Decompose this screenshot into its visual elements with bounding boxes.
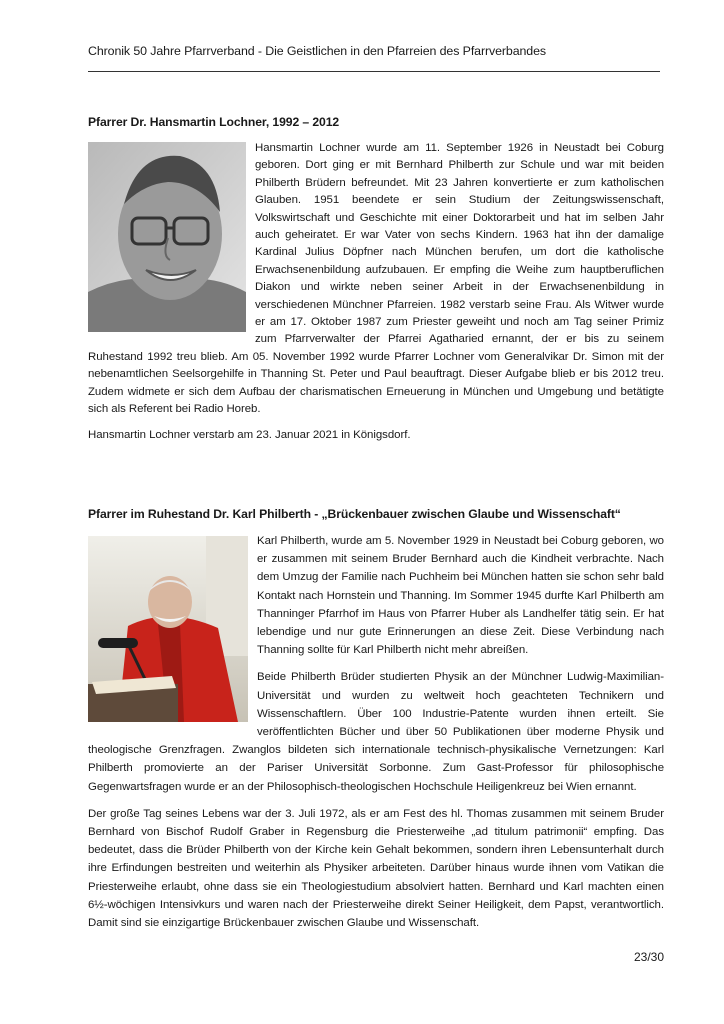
portrait-photo: [88, 536, 248, 722]
section-lochner: [88, 115, 664, 452]
paragraph: Hansmartin Lochner verstarb am 23. Januar 2021 in Königsdorf.: [88, 428, 411, 441]
portrait-philberth-image: [88, 536, 248, 722]
header-rule: [88, 71, 660, 72]
paragraph: Karl Philberth, wurde am 5. November 1929 in Neustadt bei Coburg geboren, wo er zusammen mit seinem Bruder Bernhard auch die Kindheit verbrachte. Nach dem Umzug der Familie nach Puchheim bei München hatten sie schon sehr bald Kontakt nach Hornstein und Thanning. Im Sommer 1945 durfte Karl Philberth am Thanninger Pfarrhof im Haus von Pfarrer Huber als Landhelfer tätig sein. Er hat lebendige und nur gute Erinnerungen an diese Zeit. Diese Verbindung nach Thanning sollte für Karl Philberth nicht mehr abreißen.: [257, 535, 664, 657]
paragraph: Der große Tag seines Lebens war der 3. Juli 1972, als er am Fest des hl. Thomas zusammen mit seinem Bruder Bernhard von Bischof Rudolf Graber in Regensburg die Priesterweihe „ad titulum patrimonii“ empfing. Das bedeutet, dass die Brüder Philberth von der Kirche kein Gehalt bekommen, sondern ihren Lebensunterhalt durch ihre Erfindungen bestreiten und weiterhin als Physiker arbeiteten. Darüber hinaus wurde ihnen vom Vatikan die Priesterweihe erlaubt, ohne dass sie ein Theologiestudium absolviert hatten. Bernhard und Karl machten einen 6½-wöchigen Intensivkurs und waren nach der Priesterweihe direkt Seiner Heiligkeit, dem Papst, verantwortlich. Damit sind sie einzigartige Brückenbauer zwischen Glaube und Wissenschaft.: [88, 807, 664, 930]
portrait-lochner-image: [88, 142, 246, 332]
section-heading: Pfarrer Dr. Hansmartin Lochner, 1992 – 2012: [88, 115, 340, 129]
page-header: Chronik 50 Jahre Pfarrverband - Die Geistlichen in den Pfarreien des Pfarrverbandes: [88, 44, 546, 58]
section-heading: Pfarrer im Ruhestand Dr. Karl Philberth - „Brückenbauer zwischen Glaube und Wissenschaft“: [88, 507, 621, 521]
portrait-photo: [88, 142, 246, 332]
section-philberth: [88, 507, 664, 941]
page-number: 23/30: [633, 950, 664, 964]
paragraph: Hansmartin Lochner wurde am 11. September 1926 in Neustadt bei Coburg geboren. Dort ging er mit Bernhard Philberth zur Schule und war mit beiden Philberth Brüdern befreundet. Mit 23 Jahren konvertierte er zum katholischen Glauben. 1951 beendete er sein Studium der Zeitungswissenschaft, Volkswirtschaft und Geschichte mit einer Doktorarbeit und hat im selben Jahr auch geheiratet. Er war Vater von sechs Kindern. 1963 hat ihn der damalige Kardinal Julius Döpfner nach München berufen, um dort die katholische Erwachsenenbildung aufzubauen. Er empfing die Weihe zum hauptberuflichen Diakon und wirkte neben seiner Arbeit in der Erwachsenenbildung in verschiedenen Münchner Pfarreien. 1982 verstarb seine Frau. Als Witwer wurde er am 17. Oktober 1987 zum Priester geweiht und noch am Tag seiner Primiz zum Pfarrverwalter der Pfarrei Agatharied ernannt, der er bis zu seinem Ruhestand 1992 treu blieb. Am 05. November 1992 wurde Pfarrer Lochner vom Generalvikar Dr. Simon mit der nebenamtlichen Seelsorgehilfe in Thanning St. Peter und Paul beauftragt. Dieser Aufgabe blieb er bis 2012 treu. Zudem widmete er sich dem Aufbau der charismatischen Erneuerung in München und Umgebung und betätigte sich als Referent bei Radio Horeb.: [88, 142, 664, 416]
paragraph: Beide Philberth Brüder studierten Physik an der Münchner Ludwig-Maximilian-Universität und wurden zu weltweit hoch geachteten Technikern und Wissenschaftlern. Über 100 Industrie-Patente wurden ihnen erteilt. Sie veröffentlichten Bücher und über 50 Publikationen über moderne Physik und theologische Grenzfragen. Zwanglos bildeten sich internationale technisch-physikalische Vernetzungen: Karl Philberth promovierte an der Pariser Universität Sorbonne. Zum Gast-Professor für philosophische Gegenwartsfragen wurde er an der Philosophisch-theologischen Hochschule Heiligenkreuz bei Wien ernannt.: [88, 671, 664, 793]
